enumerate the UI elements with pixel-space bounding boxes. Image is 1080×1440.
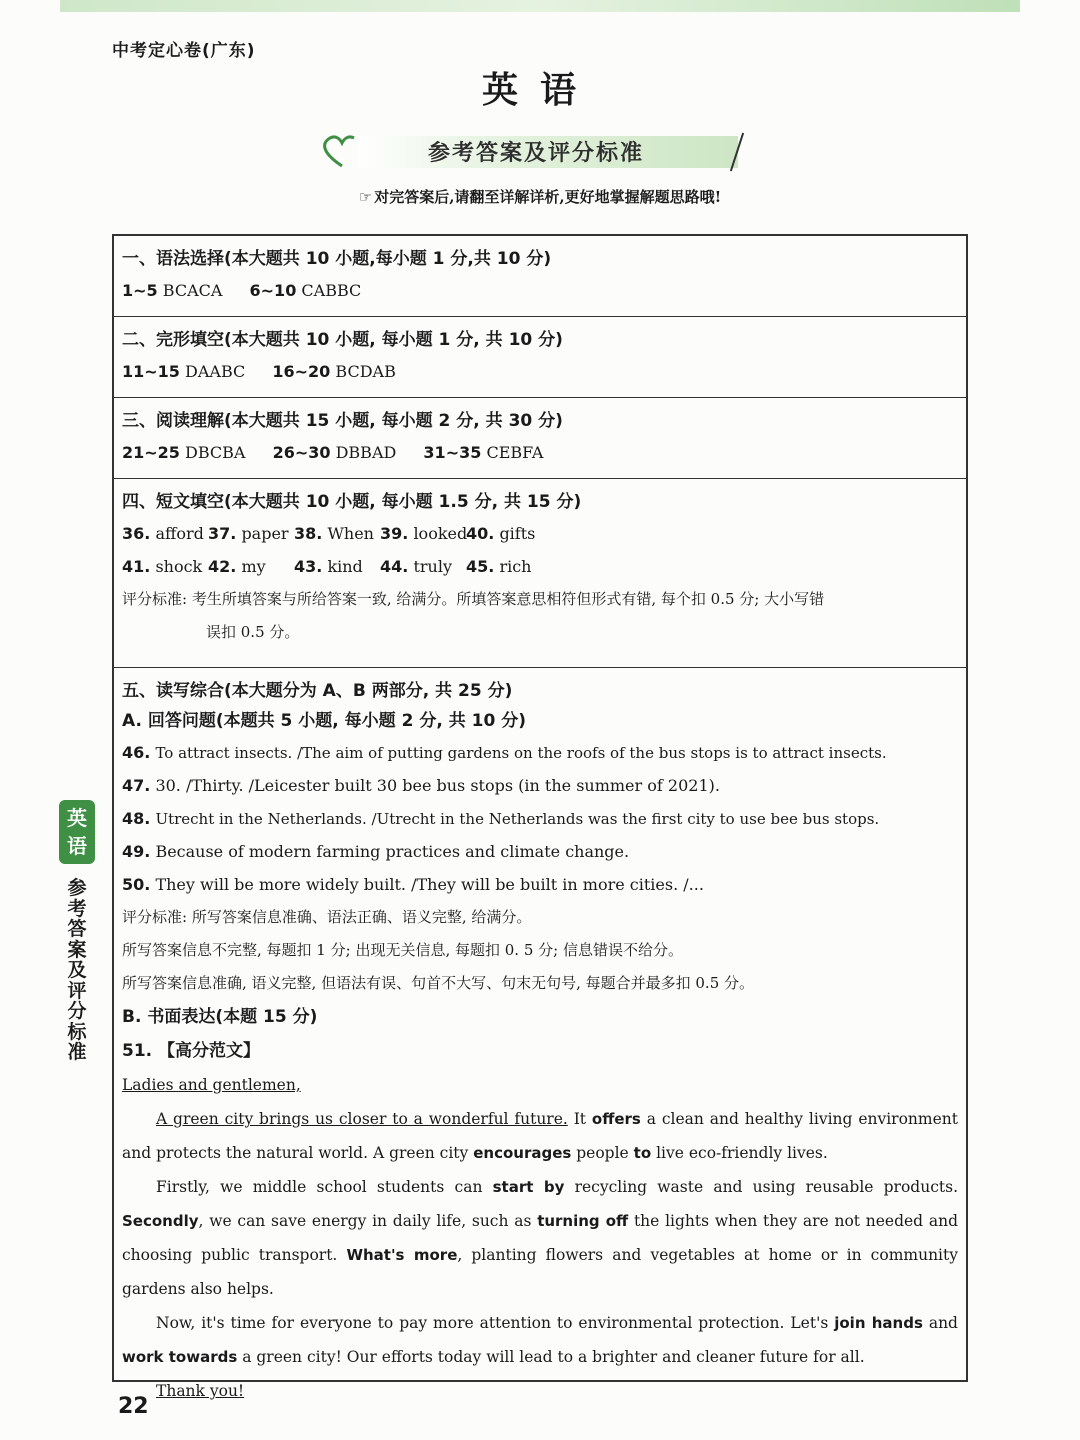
- question-number: 43.: [294, 557, 323, 576]
- model-essay-heading: [122, 1034, 966, 1068]
- question-number: 46.: [122, 743, 151, 762]
- question-number: 36.: [122, 524, 151, 543]
- fill-answer: [122, 517, 208, 550]
- essay-keyword: turning off: [537, 1212, 629, 1230]
- question-number: 38.: [294, 524, 323, 543]
- section-title: 四、短文填空(本大题共 10 小题, 每小题 1.5 分, 共 15 分): [122, 492, 582, 512]
- answer-word: rich: [499, 557, 532, 576]
- question-number: 39.: [380, 524, 409, 543]
- fill-answer: [208, 517, 294, 550]
- essay-paragraph: [122, 1102, 958, 1170]
- hint-text: 对完答案后,请翻至详解详析,更好地掌握解题思路哦!: [374, 188, 722, 206]
- essay-closing-text: Thank you!: [156, 1382, 245, 1400]
- essay-text: live eco-friendly lives.: [651, 1144, 828, 1162]
- essay-keyword: work towards: [122, 1348, 238, 1366]
- answer-key: BCDAB: [335, 362, 396, 381]
- answer-range: 16~20: [272, 362, 331, 381]
- essay-text: recycling waste and using reusable products.: [564, 1178, 958, 1196]
- answer-word: looked: [413, 524, 468, 543]
- banner: [318, 130, 748, 174]
- answer-key: DBCBA: [185, 443, 246, 462]
- answer-group: [272, 355, 395, 388]
- fill-answer: [122, 550, 208, 583]
- scoring-criteria: 所写答案信息不完整, 每题扣 1 分; 出现无关信息, 每题扣 0. 5 分; 信息错误不给分。: [122, 941, 683, 959]
- essay-text: It: [567, 1110, 592, 1128]
- answer-line: [122, 274, 966, 307]
- page-title: 英语: [481, 70, 598, 111]
- answer-group: [273, 436, 397, 469]
- essay-keyword: encourages: [473, 1144, 572, 1162]
- section-title: 三、阅读理解(本大题共 15 小题, 每小题 2 分, 共 30 分): [122, 411, 563, 431]
- answer-key: CEBFA: [486, 443, 544, 462]
- answer-group: [122, 274, 222, 307]
- essay-paragraph: [122, 1170, 958, 1306]
- side-tab-subject: [59, 800, 95, 864]
- answer-line: [122, 436, 966, 469]
- answer-line: [122, 550, 966, 583]
- answer-46: [122, 736, 966, 769]
- answer-word: shock: [155, 557, 203, 576]
- section-read-write: [114, 668, 966, 1414]
- answer-50: [122, 868, 966, 901]
- answer-word: my: [241, 557, 266, 576]
- answer-range: 21~25: [122, 443, 180, 462]
- essay-keyword: offers: [591, 1110, 641, 1128]
- essay-keyword: join hands: [834, 1314, 923, 1332]
- question-number: 45.: [466, 557, 495, 576]
- essay-closing: [122, 1374, 958, 1408]
- section-title: 一、语法选择(本大题共 10 小题,每小题 1 分,共 10 分): [122, 249, 552, 269]
- answer-text: To attract insects. /The aim of putting gardens on the roofs of the bus stops is to attract insects.: [155, 744, 887, 762]
- essay-text: Firstly, we middle school students can: [156, 1178, 493, 1196]
- model-essay-label: 【高分范文】: [158, 1041, 261, 1061]
- scoring-criteria: 评分标准: 考生所填答案与所给答案一致, 给满分。所填答案意思相符但形式有错, 每个扣 0.5 分; 大小写错: [122, 590, 825, 608]
- fill-answer: [380, 517, 466, 550]
- answer-range: 1~5: [122, 281, 158, 300]
- answer-word: afford: [155, 524, 204, 543]
- question-number: 44.: [380, 557, 409, 576]
- essay-paragraph: [122, 1306, 958, 1374]
- essay-text: people: [571, 1144, 634, 1162]
- essay-text: Now, it's time for everyone to pay more attention to environmental protection. Let's: [156, 1314, 835, 1332]
- answer-47: [122, 769, 966, 802]
- answer-text: They will be more widely built. /They will be built in more cities. /...: [155, 875, 704, 894]
- section-grammar: [114, 236, 966, 317]
- answer-range: 6~10: [249, 281, 297, 300]
- pointing-hand-icon: ☞: [358, 188, 373, 206]
- answer-group: [250, 274, 362, 307]
- question-number: 48.: [122, 809, 151, 828]
- answer-box: [112, 234, 968, 1400]
- side-tab-label: 参考答案及评分标准: [67, 877, 87, 1063]
- book-name: 中考定心卷(广东): [112, 41, 256, 61]
- section-reading: [114, 398, 966, 479]
- fill-answer: [380, 550, 466, 583]
- fill-answer: [466, 550, 552, 583]
- essay-text: , we can save energy in daily life, such as: [198, 1212, 538, 1230]
- question-number: 47.: [122, 776, 151, 795]
- question-number: 37.: [208, 524, 237, 543]
- essay-keyword: What's more: [346, 1246, 458, 1264]
- model-essay: [122, 1068, 966, 1408]
- question-number: 41.: [122, 557, 151, 576]
- answer-group: [122, 355, 245, 388]
- fill-answer: [294, 517, 380, 550]
- section-cloze: [114, 317, 966, 398]
- answer-group: [122, 436, 245, 469]
- answer-line: [122, 517, 966, 550]
- question-number: 50.: [122, 875, 151, 894]
- answer-word: When: [327, 524, 374, 543]
- answer-word: gifts: [499, 524, 536, 543]
- question-number: 40.: [466, 524, 495, 543]
- answer-text: Utrecht in the Netherlands. /Utrecht in the Netherlands was the first city to use bee bus stops.: [155, 810, 880, 828]
- answer-key: CABBC: [301, 281, 362, 300]
- essay-salutation: Ladies and gentlemen,: [122, 1076, 301, 1094]
- essay-keyword: to: [633, 1144, 652, 1162]
- answer-group: [423, 436, 543, 469]
- fill-answer: [208, 550, 294, 583]
- answer-key: DBBAD: [335, 443, 397, 462]
- answer-word: paper: [241, 524, 289, 543]
- part-b-title: B. 书面表达(本题 15 分): [122, 1007, 318, 1027]
- essay-text: the lights when they are not needed and choosing public transport.: [122, 1212, 958, 1264]
- answer-word: kind: [327, 557, 363, 576]
- essay-text: , planting flowers and vegetables at home or in community gardens also helps.: [122, 1246, 958, 1298]
- fill-answer: [294, 550, 380, 583]
- scoring-criteria: 所写答案信息准确, 语义完整, 但语法有误、句首不大写、句末无句号, 每题合并最多扣 0.5 分。: [122, 974, 755, 992]
- answer-range: 26~30: [272, 443, 331, 462]
- section-fill-in: [114, 479, 966, 668]
- section-title: 二、完形填空(本大题共 10 小题, 每小题 1 分, 共 10 分): [122, 330, 563, 350]
- essay-keyword: Secondly: [122, 1212, 199, 1230]
- answer-key: BCACA: [162, 281, 223, 300]
- fill-answer: [466, 517, 552, 550]
- answer-text: Because of modern farming practices and climate change.: [155, 842, 630, 861]
- essay-text: a green city! Our efforts today will lead to a brighter and cleaner future for all.: [237, 1348, 865, 1366]
- side-tab-subject-text: 英语: [67, 806, 87, 858]
- part-a-title: A. 回答问题(本题共 5 小题, 每小题 2 分, 共 10 分): [122, 711, 526, 731]
- answer-text: 30. /Thirty. /Leicester built 30 bee bus stops (in the summer of 2021).: [155, 776, 720, 795]
- question-number: 42.: [208, 557, 237, 576]
- essay-text: and: [922, 1314, 958, 1332]
- scoring-criteria-cont: 误扣 0.5 分。: [206, 623, 300, 641]
- scoring-criteria: 评分标准: 所写答案信息准确、语法正确、语义完整, 给满分。: [122, 908, 532, 926]
- question-number: 51.: [122, 1041, 153, 1061]
- page-number: 22: [118, 1394, 149, 1419]
- section-title: 五、读写综合(本大题分为 A、B 两部分, 共 25 分): [122, 681, 513, 701]
- top-color-strip: [60, 0, 1020, 12]
- answer-range: 31~35: [423, 443, 482, 462]
- side-tab: [59, 800, 97, 1063]
- answer-49: [122, 835, 966, 868]
- question-number: 49.: [122, 842, 151, 861]
- banner-title: 参考答案及评分标准: [428, 141, 645, 166]
- essay-keyword: start by: [492, 1178, 565, 1196]
- answer-48: [122, 802, 966, 835]
- answer-line: [122, 355, 966, 388]
- answer-word: truly: [413, 557, 452, 576]
- hint-line: [0, 186, 1080, 207]
- answer-range: 11~15: [122, 362, 180, 381]
- essay-topic-sentence: A green city brings us closer to a wonderful future.: [156, 1110, 568, 1128]
- essay-text: a clean and healthy living environment and protects the natural world. A green city: [122, 1110, 958, 1162]
- answer-key: DAABC: [185, 362, 246, 381]
